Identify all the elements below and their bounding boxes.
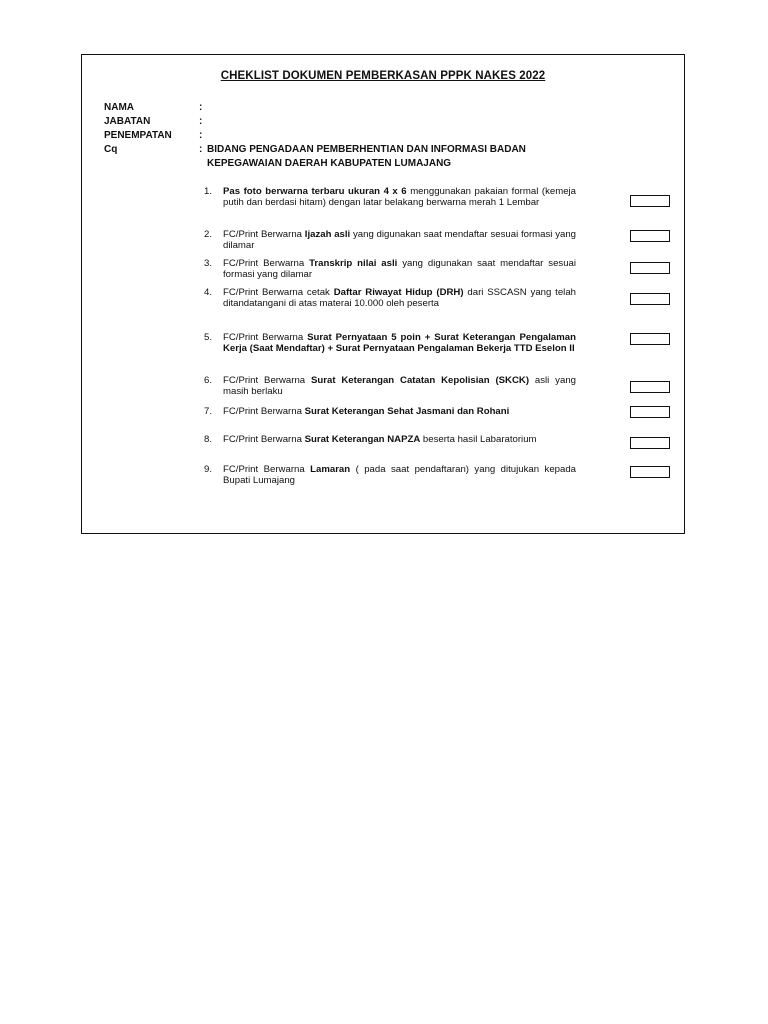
item-text: beserta hasil Labaratorium (420, 434, 537, 445)
item-number: 5. (204, 332, 213, 343)
item-text: FC/Print Berwarna (223, 434, 305, 445)
field-colon: : (199, 144, 203, 155)
item-text: dari SSCASN yang telah ditandatangani di atas materai 10.000 oleh peserta (223, 287, 576, 310)
item-text-bold: Ijazah asli (304, 229, 351, 240)
item-text-bold: Surat Pernyataan 5 poin + Surat Keterangan Pengalaman Kerja (Saat Mendaftar) + Surat Pernyataan Pengalaman Bekerja TTD Eselon II (223, 332, 576, 355)
item-text: menggunakan pakaian formal (kemeja putih dan berdasi hitam) dengan latar belakang berwarna merah 1 Lembar (223, 186, 576, 209)
checklist-sheet (81, 54, 685, 534)
item-text: FC/Print Berwarna (223, 375, 311, 386)
checklist-item (200, 287, 576, 310)
item-checkbox[interactable] (630, 230, 670, 242)
checklist-item (200, 229, 576, 252)
field-cq (104, 143, 584, 171)
item-number: 9. (204, 464, 213, 475)
field-value (207, 101, 584, 115)
field-colon: : (199, 116, 203, 127)
item-text: ( pada saat pendaftaran) yang ditujukan kepada Bupati Lumajang (223, 464, 577, 487)
field-colon: : (199, 102, 203, 113)
item-checkbox[interactable] (630, 333, 670, 345)
item-number: 3. (204, 258, 213, 269)
item-number: 2. (204, 229, 213, 240)
item-text-bold: Lamaran (310, 464, 351, 475)
field-value: BIDANG PENGADAAN PEMBERHENTIAN DAN INFORMASI BADAN KEPEGAWAIAN DAERAH KABUPATEN LUMAJANG (207, 144, 526, 169)
item-number: 8. (204, 434, 213, 445)
item-text-bold: Pas foto berwarna terbaru ukuran 4 x 6 (223, 186, 407, 197)
item-checkbox[interactable] (630, 437, 670, 449)
item-text: FC/Print Berwarna (223, 229, 305, 240)
item-checkbox[interactable] (630, 381, 670, 393)
item-number: 4. (204, 287, 213, 298)
field-label: PENEMPATAN (104, 130, 172, 141)
field-value (207, 129, 584, 143)
item-text: yang digunakan saat mendaftar sesuai formasi yang dilamar (223, 229, 576, 252)
field-jabatan (104, 115, 584, 129)
checklist-item (200, 434, 576, 445)
field-penempatan (104, 129, 584, 143)
item-number: 1. (204, 186, 213, 197)
checklist-item (200, 406, 576, 417)
item-number: 7. (204, 406, 213, 417)
item-text: asli yang masih berlaku (223, 375, 576, 398)
item-text-bold: Daftar Riwayat Hidup (DRH) (333, 287, 464, 298)
field-nama (104, 101, 584, 115)
field-label: NAMA (104, 102, 134, 113)
field-colon: : (199, 130, 203, 141)
item-checkbox[interactable] (630, 466, 670, 478)
item-text: yang digunakan saat mendaftar sesuai formasi yang dilamar (223, 258, 576, 281)
item-text: FC/Print Berwarna cetak (223, 287, 334, 298)
item-text-bold: Transkrip nilai asli (309, 258, 398, 269)
item-text: FC/Print Berwarna (223, 406, 305, 417)
document-title: CHEKLIST DOKUMEN PEMBERKASAN PPPK NAKES 2022 (220, 70, 546, 82)
field-label: Cq (104, 144, 118, 155)
checklist-item (200, 186, 576, 209)
item-checkbox[interactable] (630, 406, 670, 418)
item-checkbox[interactable] (630, 293, 670, 305)
item-number: 6. (204, 375, 213, 386)
checklist-item (200, 375, 576, 398)
field-value (207, 115, 584, 129)
item-text: FC/Print Berwarna (223, 332, 308, 343)
checklist-item (200, 464, 576, 487)
checklist-item (200, 258, 576, 281)
field-label: JABATAN (104, 116, 151, 127)
item-text: FC/Print Berwarna (223, 464, 311, 475)
identity-fields (104, 101, 584, 171)
item-text-bold: Surat Keterangan Sehat Jasmani dan Rohani (304, 406, 510, 417)
checklist-item (200, 332, 576, 355)
item-text-bold: Surat Keterangan NAPZA (304, 434, 421, 445)
item-text: FC/Print Berwarna (223, 258, 310, 269)
item-checkbox[interactable] (630, 262, 670, 274)
item-checkbox[interactable] (630, 195, 670, 207)
item-text-bold: Surat Keterangan Catatan Kepolisian (SKCK) (310, 375, 530, 386)
